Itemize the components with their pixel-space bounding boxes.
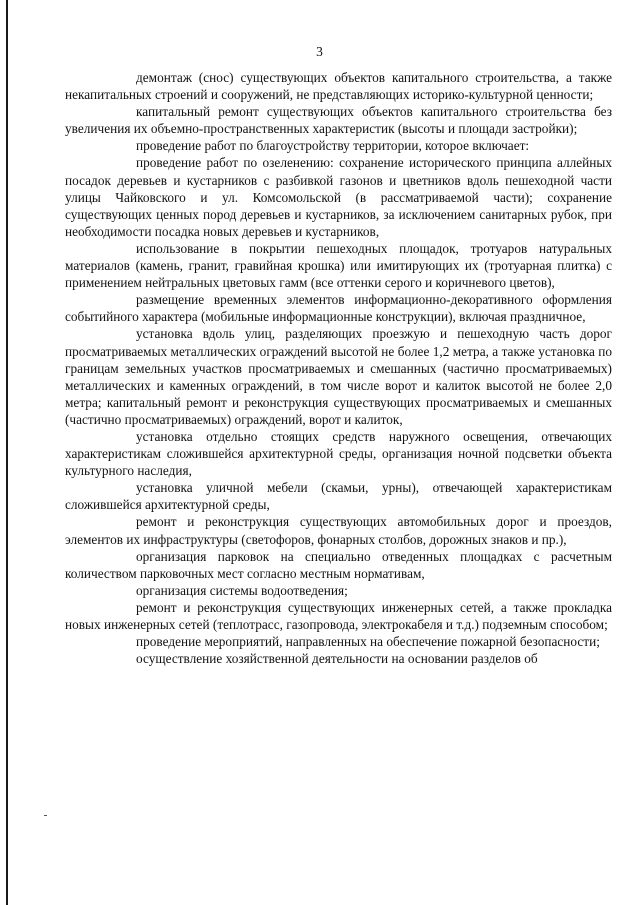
page-number: 3 (316, 44, 323, 59)
paragraph-paving-materials: использование в покрытии пешеходных площадок, тротуаров натуральных материалов (камень, гранит, гравийная крошка) или имитирующих их (тротуарная плитка) с применением нейтральных цветовых гамм (все оттенки серого и коричневого цветов), (65, 240, 612, 291)
paragraph-landscaping-intro: проведение работ по благоустройству территории, которое включает: (136, 138, 530, 154)
paragraph-lighting: установка отдельно стоящих средств наружного освещения, отвечающих характеристикам сложившейся архитектурной среды, организация ночной подсветки объекта культурного наследия, (65, 428, 612, 479)
paragraph-parking: организация парковок на специально отведенных площадках с расчетным количеством парковочных мест согласно местным нормативам, (65, 548, 612, 581)
paragraph-demolition: демонтаж (снос) существующих объектов капитального строительства, а также некапитальных строений и сооружений, не представляющих историко-культурной ценности; (65, 70, 612, 103)
paragraph-drainage: организация системы водоотведения; (136, 582, 348, 598)
paragraph-roads: ремонт и реконструкция существующих автомобильных дорог и проездов, элементов их инфраструктуры (светофоров, фонарных столбов, дорожных знаков и пр.), (65, 514, 612, 547)
paragraph-greening: проведение работ по озеленению: сохранение исторического принципа аллейных посадок деревьев и кустарников с разбивкой газонов и цветников вдоль пешеходной части улицы Чайковского и ул. Комсомольской (в рассматриваемой части); сохранение существующих ценных пород деревьев и кустарников, за исключением санитарных рубок, при необходимости посадка новых деревьев и кустарников, (65, 155, 612, 239)
scan-speck (44, 815, 47, 816)
paragraph-street-furniture: установка уличной мебели (скамьи, урны), отвечающей характеристикам сложившейся архитектурной среды, (65, 480, 612, 513)
paragraph-fire-safety: проведение мероприятий, направленных на обеспечение пожарной безопасности; (136, 634, 600, 650)
paragraph-temporary-decor: размещение временных элементов информационно-декоративного оформления событийного характера (мобильные информационные конструкции), включая праздничное, (65, 292, 612, 325)
paragraph-economic-activity: осуществление хозяйственной деятельности на основании разделов об (136, 651, 538, 667)
paragraph-fencing: установка вдоль улиц, разделяющих проезжую и пешеходную часть дорог просматриваемых металлических ограждений высотой не более 1,2 метра, а также установка по границам земельных участков просматриваемых и смешанных (частично просматриваемых) металлических и каменных ограждений, в том числе ворот и калиток высотой не более 2,0 метра; капитальный ремонт и реконструкция существующих просматриваемых и смешанных (частично просматриваемых) ограждений, ворот и калиток, (65, 326, 612, 427)
document-body (65, 69, 612, 667)
paragraph-capital-repair: капитальный ремонт существующих объектов капитального строительства без увеличения их объемно-пространственных характеристик (высоты и площади застройки); (65, 104, 612, 137)
paragraph-utilities: ремонт и реконструкция существующих инженерных сетей, а также прокладка новых инженерных сетей (теплотрасс, газопровода, электрокабеля и т.д.) подземным способом; (65, 599, 612, 632)
scan-border-line (6, 0, 8, 905)
